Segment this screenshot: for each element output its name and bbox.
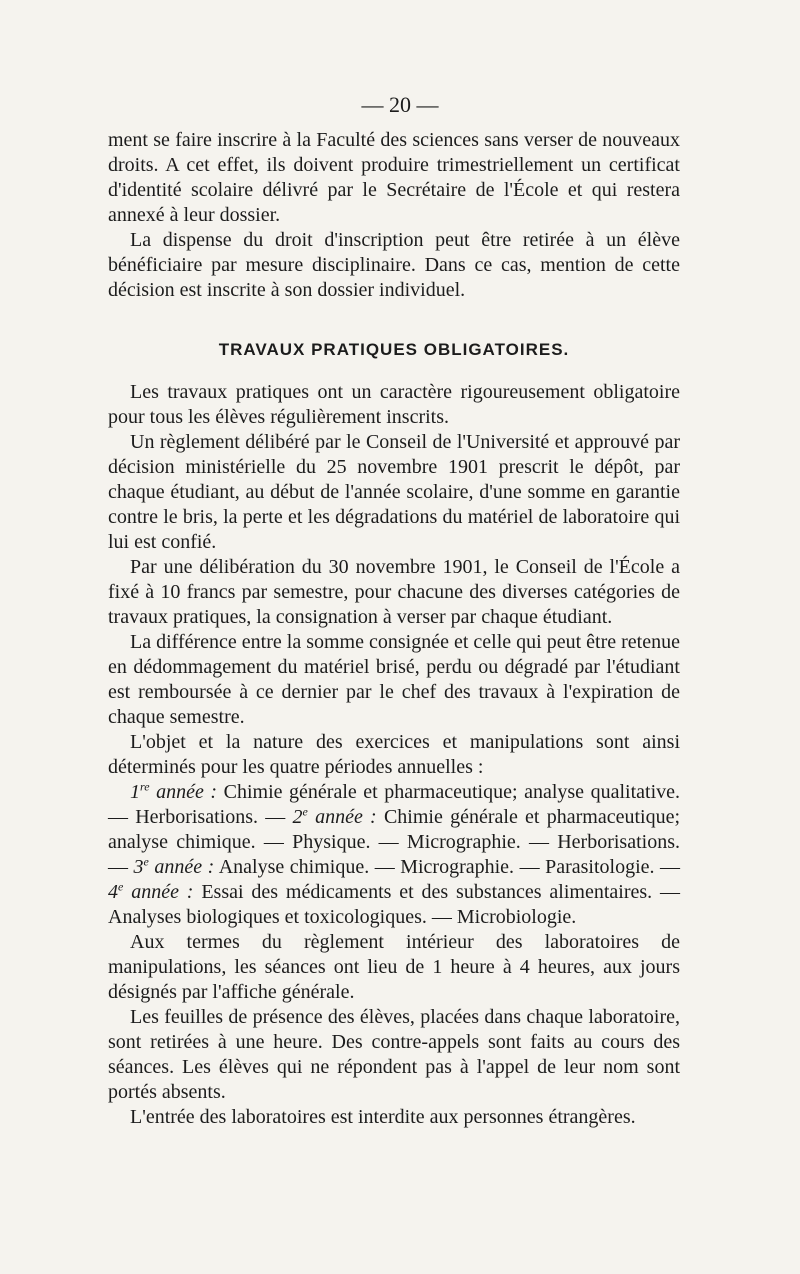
paragraph: Par une délibération du 30 novembre 1901, le Conseil de l'École a fixé à 10 francs par semestre, pour chacune des diverses catégories de travaux pratiques, la consignation à verser par chaque étudiant. bbox=[108, 556, 680, 628]
curriculum-paragraph bbox=[108, 780, 680, 930]
year-3-label: année : bbox=[154, 856, 215, 878]
year-2-number: 2 bbox=[292, 806, 303, 828]
year-2-suffix: e bbox=[302, 804, 308, 819]
year-4-text: Essai des médicaments et des substances alimentaires. — Analyses biologiques et toxicologiques. — Microbiologie. bbox=[108, 881, 681, 928]
paragraph: Les travaux pratiques ont un caractère rigoureusement obligatoire pour tous les élèves régulièrement inscrits. bbox=[108, 381, 680, 428]
year-1-suffix: re bbox=[140, 779, 150, 794]
section-heading: TRAVAUX PRATIQUES OBLIGATOIRES. bbox=[218, 340, 570, 359]
paragraph: Les feuilles de présence des élèves, placées dans chaque laboratoire, sont retirées à une heure. Des contre-appels sont faits au cours des séances. Les élèves qui ne répondent pas à l'appel de leur nom sont portés absents. bbox=[108, 1006, 680, 1103]
year-4-suffix: e bbox=[118, 879, 124, 894]
year-4-number: 4 bbox=[108, 881, 118, 903]
paragraph: L'objet et la nature des exercices et manipulations sont ainsi déterminés pour les quatre périodes annuelles : bbox=[108, 731, 680, 778]
paragraph: Un règlement délibéré par le Conseil de l'Université et approuvé par décision ministérielle du 25 novembre 1901 prescrit le dépôt, par chaque étudiant, au début de l'année scolaire, d'une somme en garantie contre le bris, la perte et les dégradations du matériel de laboratoire qui lui est confié. bbox=[108, 431, 680, 553]
year-3-suffix: e bbox=[143, 854, 149, 869]
year-3-text: Analyse chimique. — Micrographie. — Parasitologie. — bbox=[218, 856, 681, 878]
paragraph: Aux termes du règlement intérieur des laboratoires de manipulations, les séances ont lieu de 1 heure à 4 heures, aux jours désignés par l'affiche générale. bbox=[108, 931, 680, 1003]
year-1-text: Chimie générale et pharmaceutique; analyse qualitative. — Herborisations. — bbox=[108, 781, 681, 828]
body-text bbox=[108, 128, 680, 1130]
page-number: — 20 — bbox=[361, 92, 439, 117]
year-2-text: Chimie générale et pharmaceutique; analyse chimique. — Physique. — Micrographie. — Herborisations. — bbox=[108, 806, 681, 878]
paragraph: L'entrée des laboratoires est interdite aux personnes étrangères. bbox=[130, 1106, 636, 1128]
paragraph-continuation: ment se faire inscrire à la Faculté des sciences sans verser de nouveaux droits. A cet effet, ils doivent produire trimestriellement un certificat d'identité scolaire délivré par le Secrétaire de l'École et qui restera annexé à leur dossier. bbox=[108, 129, 680, 226]
year-3-number: 3 bbox=[133, 856, 144, 878]
year-2-label: année : bbox=[315, 806, 377, 828]
year-1-label: année : bbox=[156, 781, 218, 803]
year-1-number: 1 bbox=[130, 781, 140, 803]
paragraph: La dispense du droit d'inscription peut être retirée à un élève bénéficiaire par mesure disciplinaire. Dans ce cas, mention de cette décision est inscrite à son dossier individuel. bbox=[108, 229, 680, 301]
year-4-label: année : bbox=[131, 881, 194, 903]
paragraph: La différence entre la somme consignée et celle qui peut être retenue en dédommagement du matériel brisé, perdu ou dégradé par l'étudiant est remboursée à ce dernier par le chef des travaux à l'expiration de chaque semestre. bbox=[108, 631, 680, 728]
